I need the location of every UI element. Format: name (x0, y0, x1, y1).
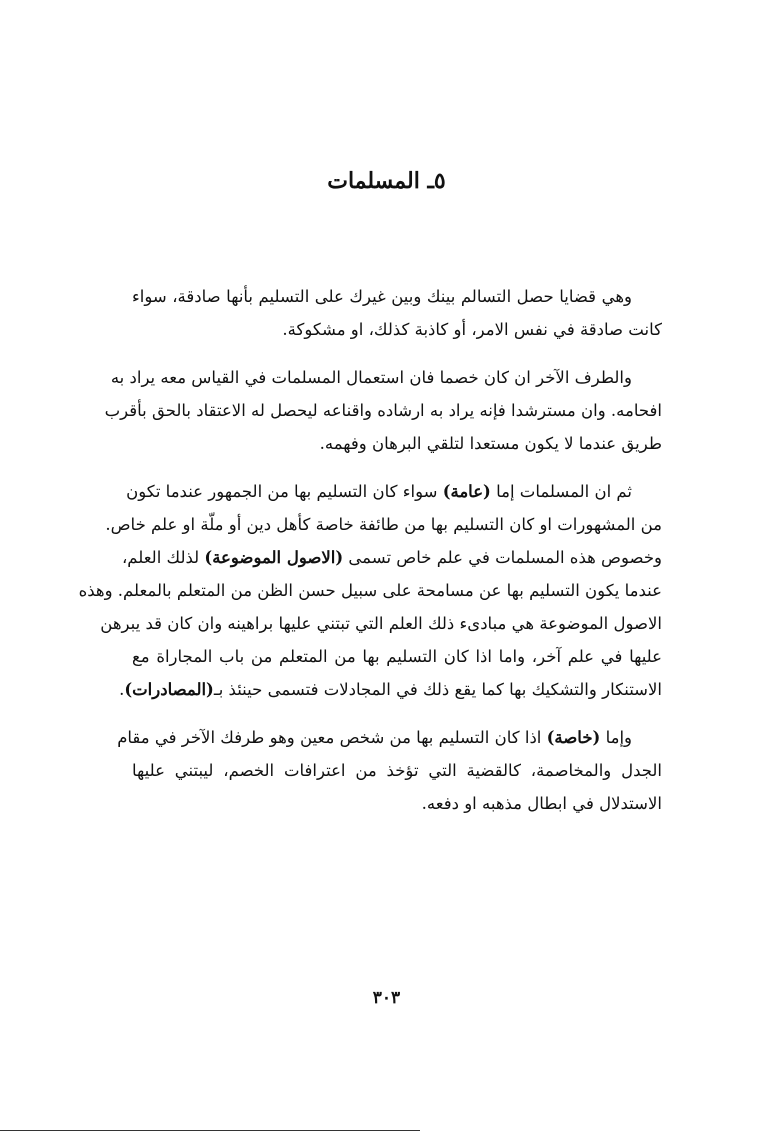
text-line (132, 640, 662, 673)
text-segment: كانت صادقة في نفس الامر، أو كاذبة كذلك، او مشكوكة. (282, 320, 662, 339)
text-segment: لذلك العلم، (121, 548, 205, 567)
bold-term: (الاصول الموضوعة) (204, 548, 344, 567)
text-segment: وهي قضايا حصل التسالم بينك وبين غيرك على التسليم بأنها صادقة، سواء (132, 287, 632, 306)
text-segment: عليها في علم آخر، واما اذا كان التسليم بها من المتعلم من باب المجاراة مع (132, 647, 662, 666)
text-segment: الجدل والمخاصمة، كالقضية التي تؤخذ من اعترافات الخصم، ليبتني عليها (132, 761, 662, 780)
text-segment: سواء كان التسليم بها من الجمهور عندما تكون (126, 482, 443, 501)
text-line (132, 313, 662, 346)
text-segment: عندما يكون التسليم بها عن مسامحة على سبيل حسن الظن من المتعلم بالمعلم. وهذه (78, 581, 662, 600)
text-segment: من المشهورات او كان التسليم بها من طائفة خاصة كأهل دين أو ملّة او علم خاص. (105, 515, 662, 534)
text-line (104, 394, 662, 427)
text-line (126, 475, 662, 508)
paragraph (117, 721, 662, 820)
body-text (78, 280, 662, 835)
paragraph (104, 361, 662, 460)
text-line (132, 754, 662, 787)
paragraph (78, 475, 662, 706)
text-segment: وخصوص هذه المسلمات في علم خاص تسمى (343, 548, 662, 567)
text-segment: . (119, 680, 125, 699)
text-segment: ثم ان المسلمات إما (490, 482, 632, 501)
text-line (132, 787, 662, 820)
bottom-rule (0, 1130, 420, 1131)
text-segment: الاستدلال في ابطال مذهبه او دفعه. (421, 794, 662, 813)
text-line (132, 280, 662, 313)
bold-term: (عامة) (442, 482, 491, 501)
paragraph (132, 280, 662, 346)
text-line (117, 721, 662, 754)
text-line (121, 541, 662, 574)
text-segment: طريق عندما لا يكون مستعدا لتلقي البرهان وفهمه. (319, 434, 662, 453)
text-segment: الاستنكار والتشكيك بها كما يقع ذلك في المجادلات فتسمى حينئذ بـ (213, 680, 662, 699)
text-line (110, 361, 662, 394)
text-segment: الاصول الموضوعة هي مبادىء ذلك العلم التي تبتني عليها براهينه وان كان قد يبرهن (100, 614, 662, 633)
page-number: ٣٠٣ (372, 988, 401, 1008)
text-line (119, 673, 662, 706)
text-line (100, 607, 662, 640)
section-title: ٥ـ المسلمات (327, 168, 446, 194)
text-segment: وإما (600, 728, 632, 747)
text-segment: افحامه. وان مسترشدا فإنه يراد به ارشاده واقناعه ليحصل له الاعتقاد بالحق بأقرب (104, 401, 662, 420)
text-line (105, 508, 662, 541)
text-segment: اذا كان التسليم بها من شخص معين وهو طرفك الآخر في مقام (117, 728, 547, 747)
bold-term: (المصادرات) (124, 680, 214, 699)
text-segment: والطرف الآخر ان كان خصما فان استعمال المسلمات في القياس معه يراد به (110, 368, 632, 387)
text-line (132, 427, 662, 460)
text-line (78, 574, 662, 607)
bold-term: (خاصة) (546, 728, 601, 747)
